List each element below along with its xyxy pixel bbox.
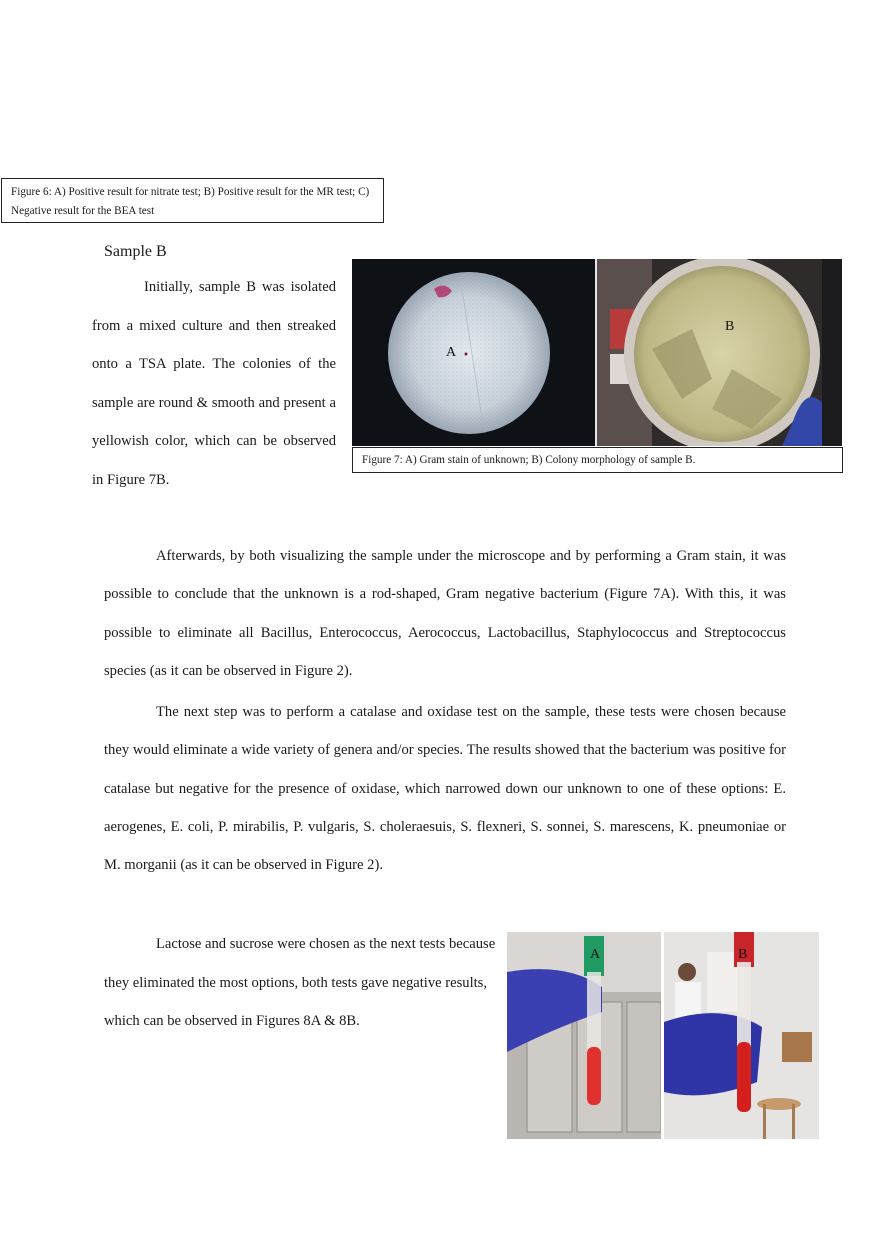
paragraph-lactose: Lactose and sucrose were chosen as the next tests because they eliminated the most options, both tests gave negative results, which can be observed in Figures 8A & 8B.: [104, 936, 496, 1029]
figure-8-label-b: B: [738, 947, 748, 962]
paragraph-gram-stain: Afterwards, by both visualizing the sample under the microscope and by performing a Gram stain, it was possible to conclude that the unknown is a rod-shaped, Gram negative bacterium (Figure 7A). With this, it was possible to eliminate all Bacillus, Enterococcus, Aerococcus, Lactobacillus, Staphylococcus and Streptococcus species (as it can be observed in Figure 2).: [104, 548, 786, 679]
figure-6-caption-text: Figure 6: A) Positive result for nitrate test; B) Positive result for the MR test; C) Negative result for the BEA test: [11, 186, 370, 217]
paragraph-catalase: The next step was to perform a catalase and oxidase test on the sample, these tests were chosen because they would eliminate a wide variety of genera and/or species. The results showed that the bacterium was positive for catalase but negative for the presence of oxidase, which narrowed down our unknown to one of these options: E. aerogenes, E. coli, P. mirabilis, P. vulgaris, S. choleraesuis, S. flexneri, S. sonnei, S. marescens, K. pneumoniae or M. morganii (as it can be observed in Figure 2).: [104, 704, 786, 874]
figure-8-image: [507, 932, 819, 1139]
figure-7-label-b: B: [725, 319, 735, 334]
figure-7-label-a: A: [446, 345, 457, 360]
section-heading: Sample B: [104, 243, 167, 260]
figure-8-label-a: A: [590, 947, 601, 962]
paragraph-intro: Initially, sample B was isolated from a mixed culture and then streaked onto a TSA plate. The colonies of the sample are round & smooth and present a yellowish color, which can be observed in Figure 7B.: [92, 279, 336, 488]
figure-7-image: [352, 259, 842, 446]
figure-7-caption-text: Figure 7: A) Gram stain of unknown; B) Colony morphology of sample B.: [362, 454, 696, 466]
figure-7-caption: [352, 447, 843, 473]
figure-6-caption: [1, 178, 384, 223]
